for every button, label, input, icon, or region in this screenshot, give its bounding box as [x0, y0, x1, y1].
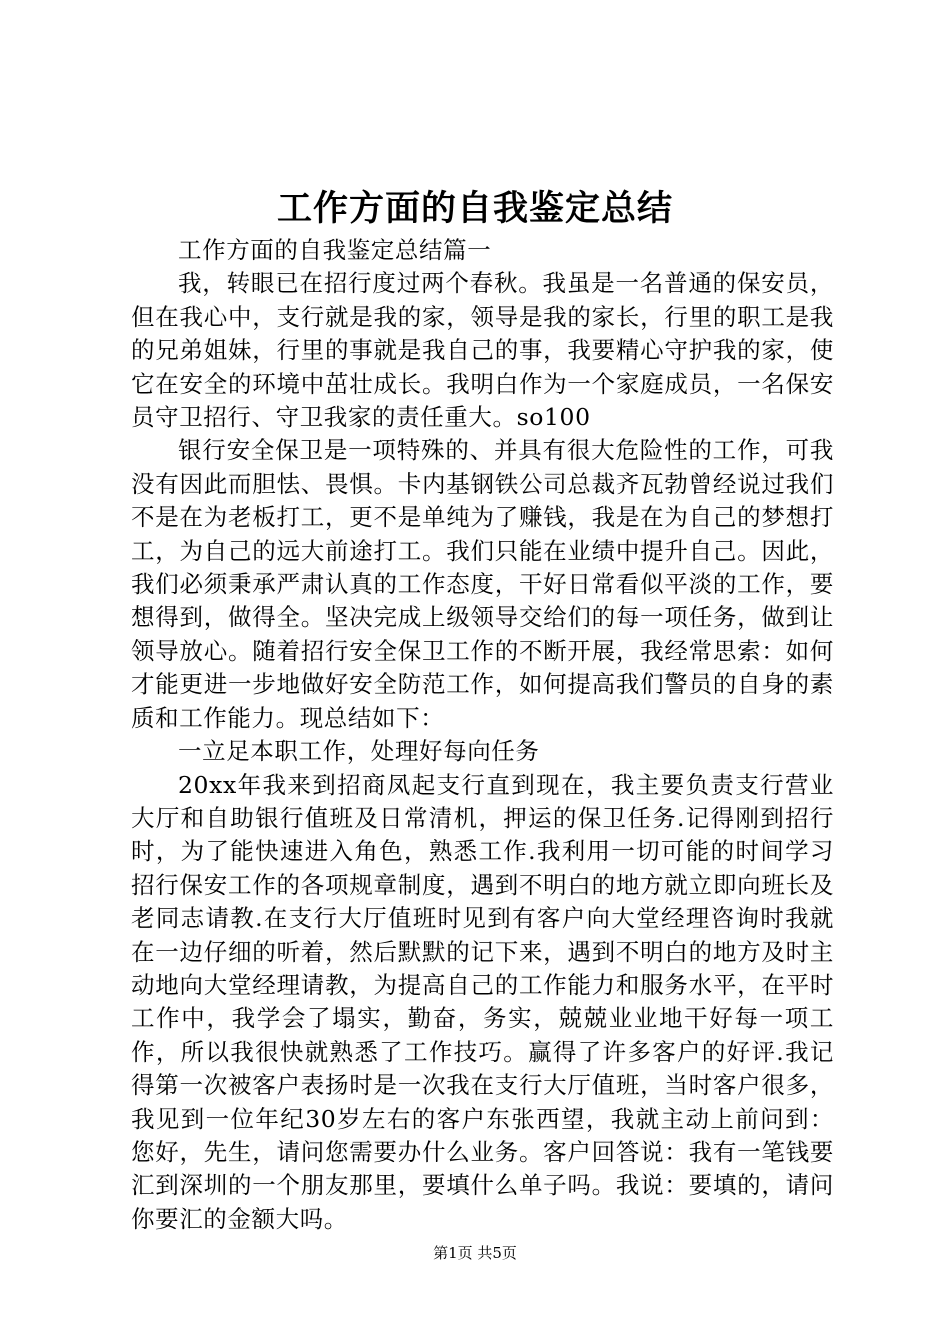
section-heading: 工作方面的自我鉴定总结篇一 — [178, 236, 492, 264]
paragraph: 我，转眼已在招行度过两个春秋。我虽是一名普通的保安员，但在我心中，支行就是我的家，领导是我的家长，行里的职工是我的兄弟姐妹，行里的事就是我自己的事，我要精心守护我的家，使它在安全的环境中茁壮成长。我明白作为一个家庭成员，一名保安员守卫招行、守卫我家的责任重大。so100 — [131, 269, 834, 432]
page-footer: 第1页 共5页 — [433, 1244, 517, 1262]
paragraph: 银行安全保卫是一项特殊的、并具有很大危险性的工作，可我没有因此而胆怯、畏惧。卡内基钢铁公司总裁齐瓦勃曾经说过我们不是在为老板打工，更不是单纯为了赚钱，我是在为自己的梦想打工，为自己的远大前途打工。我们只能在业绩中提升自己。因此，我们必须秉承严肃认真的工作态度，干好日常看似平淡的工作，要想得到，做得全。坚决完成上级领导交给们的每一项任务，做到让领导放心。随着招行安全保卫工作的不断开展，我经常思索：如何才能更进一步地做好安全防范工作，如何提高我们警员的自身的素质和工作能力。现总结如下： — [131, 436, 834, 732]
paragraph: 20xx年我来到招商凤起支行直到现在，我主要负责支行营业大厅和自助银行值班及日常清机，押运的保卫任务.记得刚到招行时，为了能快速进入角色，熟悉工作.我利用一切可能的时间学习招行保安工作的各项规章制度，遇到不明白的地方就立即向班长及老同志请教.在支行大厅值班时见到有客户向大堂经理咨询时我就在一边仔细的听着，然后默默的记下来，遇到不明白的地方及时主动地向大堂经理请教，为提高自己的工作能力和服务水平，在平时工作中，我学会了塌实，勤奋，务实，兢兢业业地干好每一项工作，所以我很快就熟悉了工作技巧。赢得了许多客户的好评.我记得第一次被客户表扬时是一次我在支行大厅值班，当时客户很多，我见到一位年纪30岁左右的客户东张西望，我就主动上前问到：您好，先生，请问您需要办什么业务。客户回答说：我有一笔钱要汇到深圳的一个朋友那里，要填什么单子吗。我说：要填的，请问你要汇的金额大吗。 — [131, 770, 834, 1233]
document-body — [131, 234, 834, 1236]
subsection-heading: 一立足本职工作，处理好每向任务 — [178, 737, 540, 766]
document-title: 工作方面的自我鉴定总结 — [276, 188, 673, 229]
